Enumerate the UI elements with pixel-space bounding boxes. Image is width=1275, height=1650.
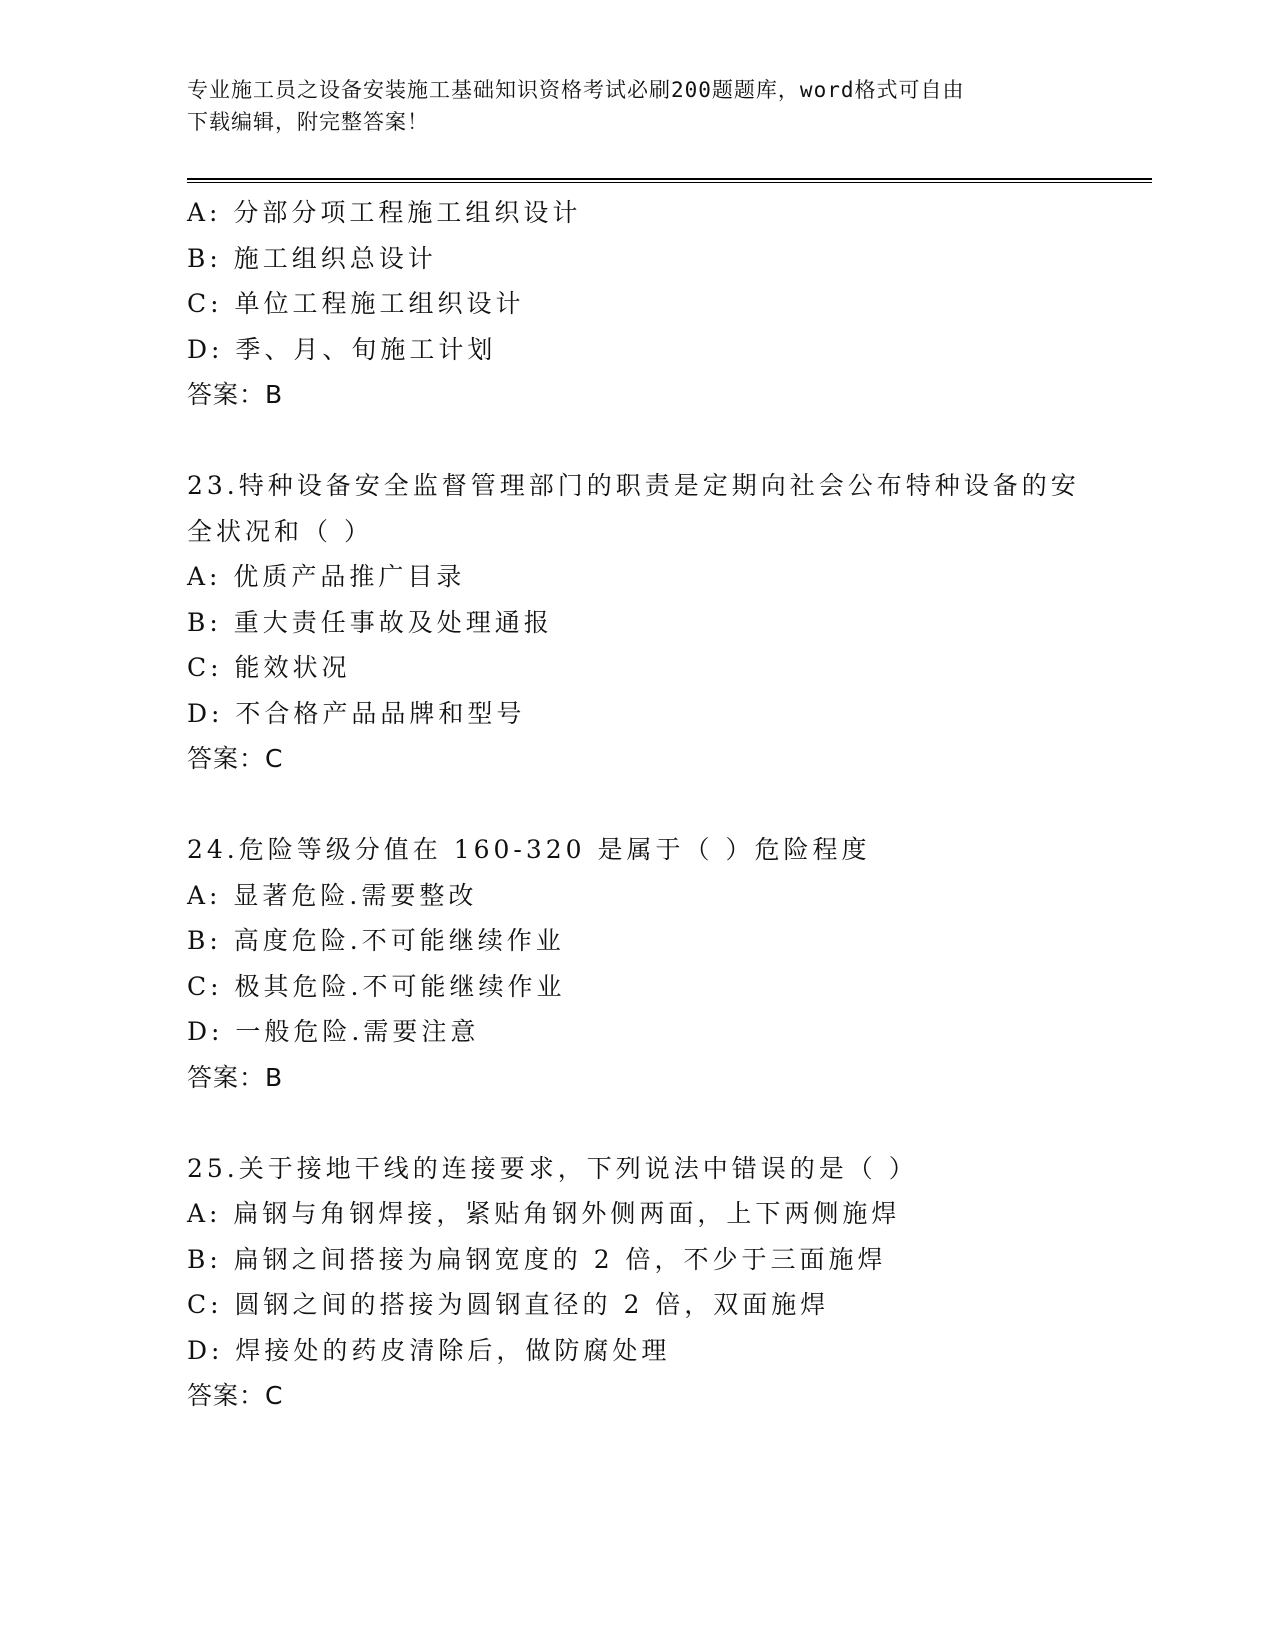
option-b: B: 高度危险.不可能继续作业 [187,926,565,955]
spacer [187,782,1147,828]
header-line-1: 专业施工员之设备安装施工基础知识资格考试必刷200题题库，word格式可自由 [187,78,965,102]
option-d: D: 季、月、旬施工计划 [187,334,497,364]
question-22 [187,190,1147,418]
option-a: A: 扁钢与角钢焊接，紧贴角钢外侧两面，上下两侧施焊 [187,1199,901,1228]
header-divider-thick [187,178,1152,180]
option-a: A: 分部分项工程施工组织设计 [187,198,582,227]
header-divider-thin [187,182,1152,183]
answer: 答案：C [187,744,284,773]
option-c: C: 圆钢之间的搭接为圆钢直径的 2 倍，双面施焊 [187,1290,830,1319]
option-a: A: 显著危险.需要整改 [187,880,478,910]
answer: 答案：B [187,1062,284,1092]
document-header [187,74,1067,138]
header-line-2: 下载编辑，附完整答案！ [187,110,429,134]
option-a: A: 优质产品推广目录 [187,562,466,591]
spacer [187,1100,1147,1146]
option-d: D: 焊接处的药皮清除后，做防腐处理 [187,1335,671,1365]
spacer [187,418,1147,464]
question-list [187,190,1147,1419]
option-b: B: 扁钢之间搭接为扁钢宽度的 2 倍，不少于三面施焊 [187,1244,887,1274]
question-stem: 25.关于接地干线的连接要求，下列说法中错误的是（ ） [187,1153,918,1183]
question-stem: 23.特种设备安全监督管理部门的职责是定期向社会公布特种设备的安 [187,471,1080,500]
option-b: B: 重大责任事故及处理通报 [187,607,553,637]
option-c: C: 单位工程施工组织设计 [187,289,525,318]
question-24 [187,827,1147,1100]
question-25 [187,1146,1147,1419]
answer: 答案：B [187,380,284,409]
option-c: C: 极其危险.不可能继续作业 [187,971,566,1001]
question-23 [187,463,1147,782]
question-stem: 24.危险等级分值在 160-320 是属于（ ）危险程度 [187,835,871,864]
option-d: D: 不合格产品品牌和型号 [187,698,526,728]
answer: 答案：C [187,1381,284,1410]
option-d: D: 一般危险.需要注意 [187,1017,480,1046]
option-c: C: 能效状况 [187,653,351,682]
question-stem-continued: 全状况和（ ） [187,516,373,546]
option-b: B: 施工组织总设计 [187,243,437,273]
